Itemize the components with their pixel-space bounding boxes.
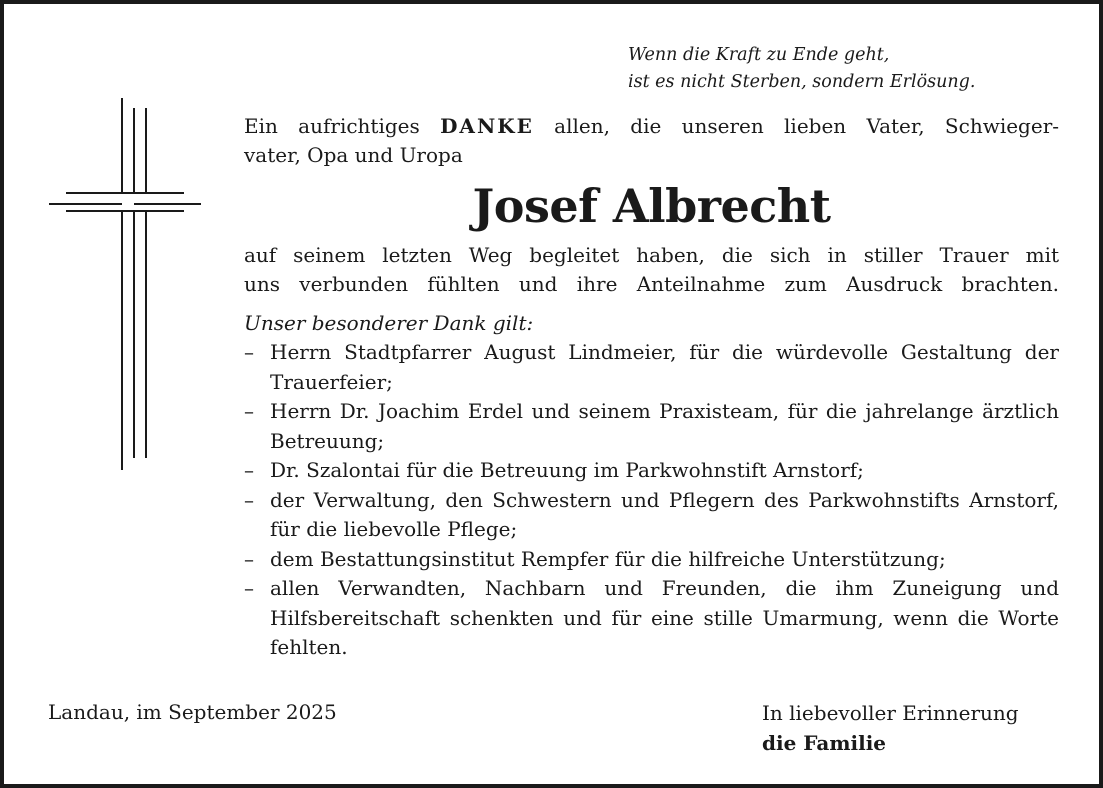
- dash-marker: –: [244, 576, 254, 600]
- list-item-text: Dr. Szalontai für die Betreuung im Parkwohnstift Arnstorf;: [270, 458, 864, 482]
- cross-icon: [44, 98, 204, 478]
- list-item: [244, 486, 1059, 545]
- danke-emphasis: DANKE: [440, 114, 534, 138]
- intro-before: Ein aufrichtiges: [244, 114, 420, 138]
- list-item-text: Herrn Stadtpfarrer August Lindmeier, für die würdevolle Gestaltung der Trauerfeier;: [270, 340, 1059, 394]
- motto-line-1: Wenn die Kraft zu Ende geht,: [628, 45, 890, 65]
- place-date: Landau, im September 2025: [48, 700, 337, 724]
- list-item: [244, 456, 1059, 486]
- signature-block: [762, 698, 1019, 758]
- list-item: [244, 397, 1059, 456]
- thanks-list: [244, 338, 1059, 663]
- after-name-line-1: auf seinem letzten Weg begleitet haben, die sich in stiller Trauer mit: [244, 243, 1059, 267]
- dash-marker: –: [244, 487, 254, 512]
- list-item: [244, 574, 1059, 663]
- intro-line-1-rest: allen, die unseren lieben Vater, Schwieger-: [554, 114, 1060, 138]
- dash-marker: –: [244, 399, 254, 423]
- deceased-name: Josef Albrecht: [472, 179, 831, 233]
- motto-line-2: ist es nicht Sterben, sondern Erlösung.: [628, 72, 976, 92]
- dash-marker: –: [244, 546, 254, 571]
- remembrance-line: In liebevoller Erinnerung: [762, 701, 1019, 725]
- family-signature: die Familie: [762, 731, 887, 755]
- list-item: [244, 545, 1059, 575]
- after-name-line-2: uns verbunden fühlten und ihre Anteilnahme zum Ausdruck brachten.: [244, 271, 1059, 296]
- intro-line-1: [244, 112, 1059, 141]
- thanks-heading: Unser besonderer Dank gilt:: [244, 311, 534, 335]
- list-item-text: dem Bestattungsinstitut Rempfer für die hilfreiche Unterstützung;: [270, 546, 946, 571]
- list-item: [244, 338, 1059, 397]
- intro-line-2: vater, Opa und Uropa: [244, 142, 463, 167]
- motto-quote: [628, 42, 1088, 96]
- dash-marker: –: [244, 458, 254, 482]
- dash-marker: –: [244, 340, 254, 364]
- list-item-text: Herrn Dr. Joachim Erdel und seinem Praxisteam, für die jahrelange ärztlich Betreuung;: [270, 399, 1059, 453]
- list-item-text: der Verwaltung, den Schwestern und Pflegern des Parkwohnstifts Arnstorf, für die liebevolle Pflege;: [270, 487, 1059, 541]
- notice-body: [244, 112, 1059, 663]
- list-item-text: allen Verwandten, Nachbarn und Freunden, die ihm Zuneigung und Hilfsbereitschaft schenkten und für eine stille Umarmung, wenn die Worte fehlten.: [270, 576, 1059, 659]
